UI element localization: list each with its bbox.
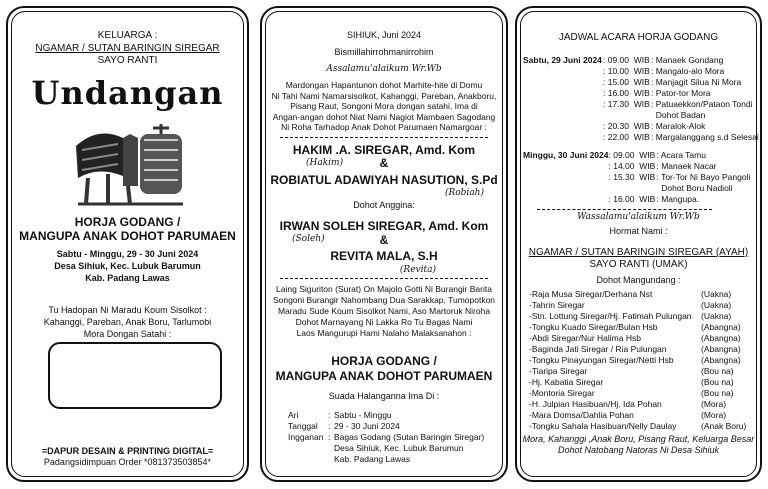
schedule-day <box>523 183 609 194</box>
event-details <box>288 410 484 465</box>
guest-name: -Raja Musa Siregar/Derhana Nst <box>529 289 653 299</box>
wassalam: Wassalamu'alaikum Wr.Wb <box>577 212 700 222</box>
event-line-2: MANGUPA ANAK DOHOT PARUMAEN <box>19 229 236 243</box>
body-line: Maradu Sude Koum Sisolkot Nami, Aso Martoruk Niroha <box>277 306 491 316</box>
divider <box>280 137 488 138</box>
schedule-row <box>523 150 750 161</box>
schedule-activity: : Patuaekkon/Pataon Tondi <box>651 99 753 109</box>
schedule-day: Sabtu, 29 Juni 2024 <box>523 55 602 65</box>
recipient-name-box <box>48 342 222 409</box>
schedule-time: : 20.30 WIB <box>603 121 650 131</box>
guest-relation: (Abangna) <box>701 344 741 354</box>
schedule-day1 <box>523 55 759 143</box>
intro-line: Angan-angan dohot Niat Nami Nagiot Mambaen Sagodang <box>272 111 496 122</box>
family-name: NGAMAR / SUTAN BARINGIN SIREGAR <box>35 43 220 54</box>
detail-row <box>288 443 484 454</box>
recipient-line-1: Tu Hadopan Ni Maradu Koum Sisolkot : <box>48 305 207 315</box>
bride-nickname: (Robiah) <box>444 188 484 198</box>
bride2-name: REVITA MALA, S.H <box>330 249 438 263</box>
bride2-nickname: (Revita) <box>399 265 436 275</box>
schedule-day <box>523 110 603 121</box>
guest-relation: (Anak Boru) <box>701 421 747 431</box>
schedule-row <box>523 172 750 183</box>
schedule-day <box>523 172 609 183</box>
host-spouse: SAYO RANTI (UMAK) <box>589 259 688 270</box>
schedule-heading: JADWAL ACARA HORJA GODANG <box>558 32 719 43</box>
guest-relation: (Mora) <box>701 399 727 409</box>
divider <box>537 209 712 210</box>
detail-label: Tanggal <box>288 421 318 431</box>
schedule-activity: Dohot Boru Nadioli <box>656 183 733 193</box>
detail-label <box>288 443 328 454</box>
guest-name: -Abdi Siregar/Nur Halima Hsb <box>529 333 641 343</box>
guest-relation: (Bou na) <box>701 377 734 387</box>
detail-row <box>288 421 484 432</box>
schedule-day <box>523 121 603 132</box>
guest-relation: (Uakna) <box>701 289 732 299</box>
guest-name: -Tiaripa Siregar <box>529 366 588 376</box>
schedule-row <box>523 183 750 194</box>
intro-paragraph <box>262 80 506 133</box>
schedule-row <box>523 55 759 66</box>
intro-line: Mardongan Hapantunon dohot Marhite-hite di Domu <box>285 80 483 90</box>
schedule-activity: : Margalanggang s.d Selesai <box>651 132 759 142</box>
schedule-day <box>523 66 603 77</box>
schedule-activity: Dohot Badan <box>651 110 706 120</box>
schedule-time: : 22.00 WIB <box>603 132 650 142</box>
guest-name: -Mara Domsa/Dahlia Pohan <box>529 410 634 420</box>
guest-name: -Tahrin Siregar <box>529 300 585 310</box>
schedule-activity: : Acara Tamu <box>656 150 706 160</box>
guest-relation: (Uakna) <box>701 300 732 310</box>
guest-name: -H. Julpian Hasibuan/Hj. Ida Pohan <box>529 399 662 409</box>
schedule-activity: : Tor-Tor Ni Bayo Pangoli <box>656 172 751 182</box>
schedule-time: : 09.00 WIB <box>608 150 656 160</box>
schedule-time: : 16.00 WIB <box>608 194 656 204</box>
schedule-time: : 16.00 WIB <box>603 88 650 98</box>
guest-relation: (Mora) <box>701 410 727 420</box>
event-place-1: Desa Sihiuk, Kec. Lubuk Barumun <box>54 261 201 271</box>
guest-row <box>529 333 751 344</box>
schedule-activity: : Manaek Gondang <box>651 55 724 65</box>
groom2-name: IRWAN SOLEH SIREGAR, Amd. Kom <box>279 219 489 233</box>
guest-name: -Tongku Kuado Siregar/Bulan Hsb <box>529 322 658 332</box>
detail-sep: : <box>328 432 331 442</box>
guest-row <box>529 410 751 421</box>
groom-name: HAKIM .A. SIREGAR, Amd. Kom <box>292 143 476 157</box>
schedule-activity: : Manaek Nacar <box>656 161 717 171</box>
ampersand: & <box>379 156 389 170</box>
event-line-2: MANGUPA ANAK DOHOT PARUMAEN <box>275 369 493 383</box>
detail-value: Kab. Padang Lawas <box>334 454 411 464</box>
schedule-row <box>523 99 759 110</box>
detail-sep: : <box>328 410 331 420</box>
closing-line-2: Dohot Natobang Natoras Ni Desa Sihiuk <box>557 445 720 455</box>
schedule-row <box>523 194 750 205</box>
guest-name: -Montoria Siregar <box>529 388 595 398</box>
detail-value: Sabtu - Minggu <box>334 410 392 420</box>
spouse-name: SAYO RANTI <box>97 55 158 66</box>
schedule-row <box>523 88 759 99</box>
guest-row <box>529 311 751 322</box>
dohot-label: Dohot Anggina: <box>353 200 415 210</box>
schedule-time: : 15.00 WIB <box>603 77 650 87</box>
schedule-day: Minggu, 30 Juni 2024 <box>523 150 609 160</box>
printer-name: =DAPUR DESAIN & PRINTING DIGITAL= <box>41 446 214 456</box>
bride-name: ROBIATUL ADAWIYAH NASUTION, S.Pd <box>270 173 498 187</box>
keluarga-label: KELUARGA : <box>97 30 158 41</box>
schedule-day <box>523 99 603 110</box>
detail-value: 29 - 30 Juni 2024 <box>334 421 400 431</box>
guest-row <box>529 366 751 377</box>
guest-name: -Baginda Jati Siregar / Ria Pulungan <box>529 344 667 354</box>
suada-label: Suada Halanganna Ima Di : <box>328 391 440 401</box>
schedule-day <box>523 161 609 172</box>
schedule-time <box>609 183 657 194</box>
printer-contact: Padangsidimpuan Order *081373503854* <box>43 457 212 467</box>
divider <box>280 278 488 279</box>
guest-row <box>529 322 751 333</box>
intro-line: Pisang Raut, Songoni Mora dongan satahi, Ima di <box>290 101 478 111</box>
schedule-time: : 15.30 WIB <box>608 172 656 182</box>
guest-row <box>529 289 751 300</box>
intro-line: Ni Roha Tarhadop Anak Dohot Parumaen Namargoar : <box>281 122 487 132</box>
closing-line-1: Mora, Kahanggi ,Anak Boru, Pisang Raut, Keluarga Besar <box>522 434 755 444</box>
detail-value: Bagas Godang (Sutan Baringin Siregar) <box>334 432 485 442</box>
body-line: Dohot Marnayang Ni Lakka Ro Tu Bagas Nami <box>295 317 473 327</box>
schedule-row <box>523 66 759 77</box>
schedule-day <box>523 194 609 205</box>
schedule-time: : 14.00 WIB <box>608 161 656 171</box>
schedule-row <box>523 77 759 88</box>
guest-relation: (Bou na) <box>701 388 734 398</box>
guest-name: -Tongku Pinayungan Siregar/Netti Hsb <box>529 355 674 365</box>
schedule-day2 <box>523 150 750 205</box>
traditional-ornament-illustration <box>68 116 193 208</box>
detail-label: Ari <box>288 410 299 420</box>
schedule-activity: : Mangupa. <box>656 194 700 204</box>
guest-row <box>529 399 751 410</box>
detail-row <box>288 410 484 421</box>
guest-relation: (Uakna) <box>701 311 732 321</box>
detail-value: Desa Sihiuk, Kec. Lubuk Barumun <box>334 443 464 453</box>
schedule-panel <box>515 6 762 482</box>
schedule-day <box>523 132 603 143</box>
schedule-row <box>523 121 759 132</box>
guest-name: -Stn. Lottung Siregar/Hj. Fatimah Pulungan <box>529 311 692 321</box>
guest-row <box>529 388 751 399</box>
groom2-nickname: (Soleh) <box>292 234 325 244</box>
schedule-activity: : Pator-tor Mora <box>651 88 711 98</box>
schedule-row <box>523 161 750 172</box>
guest-row <box>529 377 751 388</box>
recipient-line-2: Kahanggi, Pareban, Anak Boru, Tarlumobi <box>43 317 212 327</box>
body-line: Songoni Burangir Nahombang Dua Sarakkap, Tumopotkon <box>272 295 496 305</box>
schedule-day <box>523 88 603 99</box>
guest-row <box>529 421 751 432</box>
mangundang-label: Dohot Mangundang : <box>596 275 681 285</box>
schedule-time <box>603 110 651 121</box>
detail-label: Ingganan <box>288 432 324 442</box>
body-line: Laing Siguriton (Surat) On Majolo Gotti Ni Burangir Barita <box>276 284 492 294</box>
schedule-time: : 17.30 WIB <box>603 99 650 109</box>
ampersand: & <box>379 233 389 247</box>
hormat-label: Hormat Nami : <box>609 226 668 236</box>
guest-name: -Tongku Sahala Hasibuan/Nelly Daulay <box>529 421 677 431</box>
groom-nickname: (Hakim) <box>306 158 344 168</box>
detail-sep: : <box>328 421 331 431</box>
schedule-row <box>523 110 759 121</box>
host-name: NGAMAR / SUTAN BARINGIN SIREGAR (AYAH) <box>528 247 749 258</box>
body-paragraph <box>262 284 506 339</box>
schedule-activity: : Mangalo-alo Mora <box>651 66 725 76</box>
event-place-2: Kab. Padang Lawas <box>85 273 170 283</box>
invitation-panel <box>260 6 508 482</box>
detail-label <box>288 454 328 465</box>
body-line: Laos Mangurupi Hami Nalaho Malaksanahon : <box>296 328 472 338</box>
salam: Assalamu'alaikum Wr.Wb <box>326 64 442 74</box>
guest-row <box>529 344 751 355</box>
guest-row <box>529 300 751 311</box>
schedule-activity: : Maralok-Alok <box>651 121 706 131</box>
detail-row <box>288 454 484 465</box>
guest-name: -Hj. Kabatia Siregar <box>529 377 604 387</box>
guest-relation: (Bou na) <box>701 366 734 376</box>
event-line-1: HORJA GODANG / <box>74 215 181 229</box>
schedule-activity: : Manjagit Silua Ni Mora <box>651 77 742 87</box>
cover-panel <box>6 6 249 482</box>
recipient-line-3: Mora Dongan Satahi : <box>83 329 172 339</box>
invitation-title: Undangan <box>31 74 224 112</box>
event-line-1: HORJA GODANG / <box>331 354 437 368</box>
event-date: Sabtu - Minggu, 29 - 30 Juni 2024 <box>56 249 199 259</box>
guest-relation: (Abangna) <box>701 333 741 343</box>
schedule-time: : 09.00 WIB <box>603 55 650 65</box>
detail-row <box>288 432 484 443</box>
schedule-time: : 10.00 WIB <box>603 66 650 76</box>
guest-row <box>529 355 751 366</box>
date-line: SIHIUK, Juni 2024 <box>346 30 422 40</box>
guest-relation: (Abangna) <box>701 322 741 332</box>
guest-relation: (Abangna) <box>701 355 741 365</box>
schedule-row <box>523 132 759 143</box>
bismillah: Bismillahirrohmanirrohim <box>334 47 434 57</box>
guest-list <box>529 289 751 432</box>
intro-line: Ni Tahi Nami Namarsisolkot, Kahanggi, Pareban, Anakboru, <box>271 90 497 101</box>
schedule-day <box>523 77 603 88</box>
